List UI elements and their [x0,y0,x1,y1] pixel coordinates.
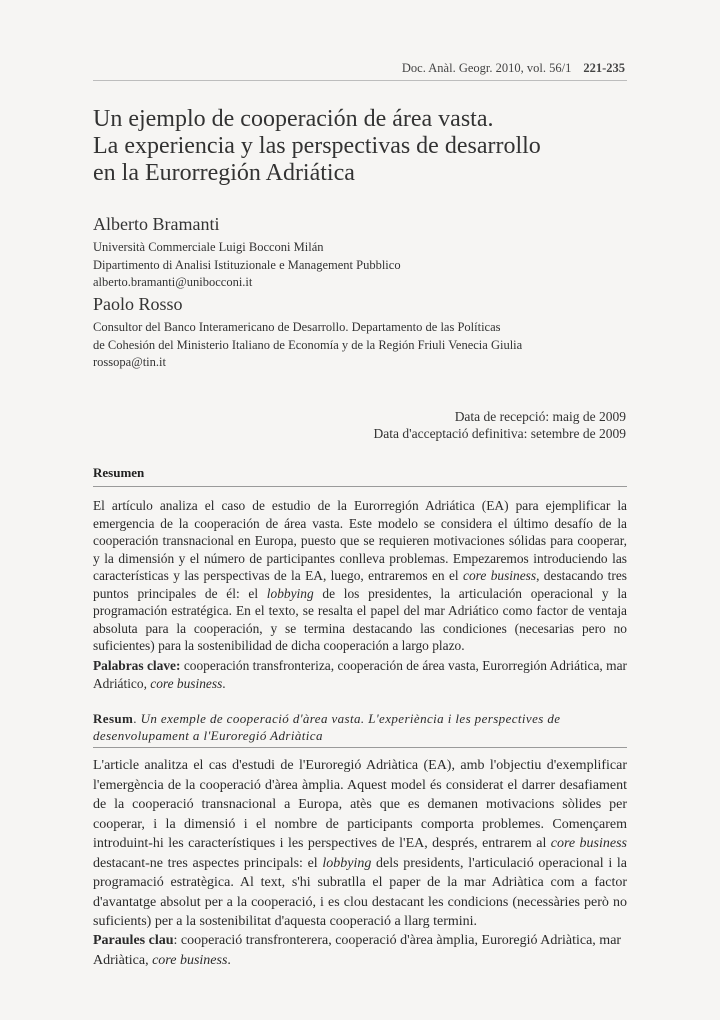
affiliation-line: Dipartimento di Analisi Istituzionale e Management Pubblico [93,257,401,272]
resum-heading [93,710,627,744]
abstract-text: , destacando tres puntos principales de él: el [93,568,627,601]
author-email[interactable]: rossopa@tin.it [93,355,166,369]
affiliation-line: Università Commerciale Luigi Bocconi Milán [93,240,324,254]
resum-abstract [93,756,627,932]
resumen-heading: Resumen [93,465,145,480]
resumen-abstract [93,497,627,655]
keywords-italic: core business [152,952,228,968]
header-rule [93,80,627,81]
received-date: Data de recepció: maig de 2009 [454,409,626,424]
running-header [402,61,625,76]
keywords-text: : cooperació transfronterera, cooperació d'àrea àmplia, Euroregió Adriàtica, mar Adriàtica, [93,933,622,968]
abstract-text: de los presidentes, la articulación operacional y la programación estratégica. En el texto, se resalta el papel del mar Adriático como factor de ventaja absoluta para la cooperación, y se termina destacando las condiciones (necesarias pero no suficientes) para la sostenibilidad de dicha cooperación a largo plazo. [93,585,627,653]
keywords-text: cooperación transfronteriza, cooperación de área vasta, Eurorregión Adriática, mar Adriático, [93,658,627,691]
submission-dates [374,408,626,442]
abstract-text: destacant-ne tres aspectes principals: el [93,855,323,871]
affiliation-line: Consultor del Banco Interamericano de Desarrollo. Departamento de las Políticas [93,320,501,334]
palabras-clave [93,657,627,692]
author-block-1 [93,214,401,292]
keywords-label: Palabras clave: [93,658,181,673]
abstract-italic: lobbying [266,585,314,601]
resum-sep: . [133,711,141,726]
keywords-label: Paraules clau [93,933,174,948]
abstract-text: dels presidents, l'articulació operacional i la programació estratègica. Al text, s'hi subratlla el paper de la mar Adriàtica com a factor d'avantatge absolut per a la cooperació, i es clou destacant les condicions (necessàries però no suficients) per a la sostenibilitat d'aquesta cooperació a llarg termini. [93,855,627,929]
paraules-clau [93,931,627,970]
abstract-text: L'article analitza el cas d'estudi de l'Euroregió Adriàtica (EA), amb l'objectiu d'exemplificar l'emergència de la cooperació d'àrea àmplia. Aquest model és considerat el darrer desafiament de la cooperació transnacional a Europa, atès que es demanen motivacions sòlides per cooperar, i la dimensió i el nombre de participants comporta problemes. Començarem introduint-hi les característiques i les perspectives de l'EA, després, entrarem al [93,758,627,851]
author-email[interactable]: alberto.bramanti@unibocconi.it [93,275,253,289]
keywords-italic: core business [150,675,223,691]
abstract-italic: core business [463,568,537,583]
journal-citation: Doc. Anàl. Geogr. 2010, vol. 56/1 [401,61,572,75]
author-affiliation [93,319,522,372]
section-rule [93,747,627,748]
section-rule [93,486,627,487]
resum-label: Resum [93,711,134,726]
abstract-italic: core business [550,836,627,851]
affiliation-line: de Cohesión del Ministerio Italiano de Economía y de la Región Friuli Venecia Giulia [93,337,523,352]
author-name: Alberto Bramanti [93,214,220,234]
title-line-1: Un ejemplo de cooperación de área vasta. [93,106,494,132]
title-line-3: en la Eurorregión Adriática [93,160,355,186]
keywords-end: . [222,675,226,691]
author-affiliation [93,239,401,292]
title-line-2: La experiencia y las perspectivas de desarrollo [93,133,541,159]
abstract-italic: lobbying [322,855,372,871]
article-title [93,106,633,187]
author-name: Paolo Rosso [93,294,183,314]
accepted-date: Data d'acceptació definitiva: setembre de 2009 [373,426,626,441]
resum-title: Un exemple de cooperació d'àrea vasta. L'experiència i les perspectives de desenvolupament a l'Euroregió Adriàtica [93,711,561,743]
abstract-text: El artículo analiza el caso de estudio de la Eurorregión Adriática (EA) para ejemplificar la emergencia de la cooperación de área vasta. Este modelo se considera el último desafío de la cooperación transnacional en Europa, puesto que se requieren motivaciones sólidas para cooperar, y la dimensión y el número de participantes conlleva problemas. Empezaremos introduciendo las características y las perspectivas de la EA, luego, entraremos en el [93,498,627,583]
keywords-end: . [227,952,231,968]
page-range: 221-235 [583,61,625,75]
author-block-2 [93,294,522,372]
